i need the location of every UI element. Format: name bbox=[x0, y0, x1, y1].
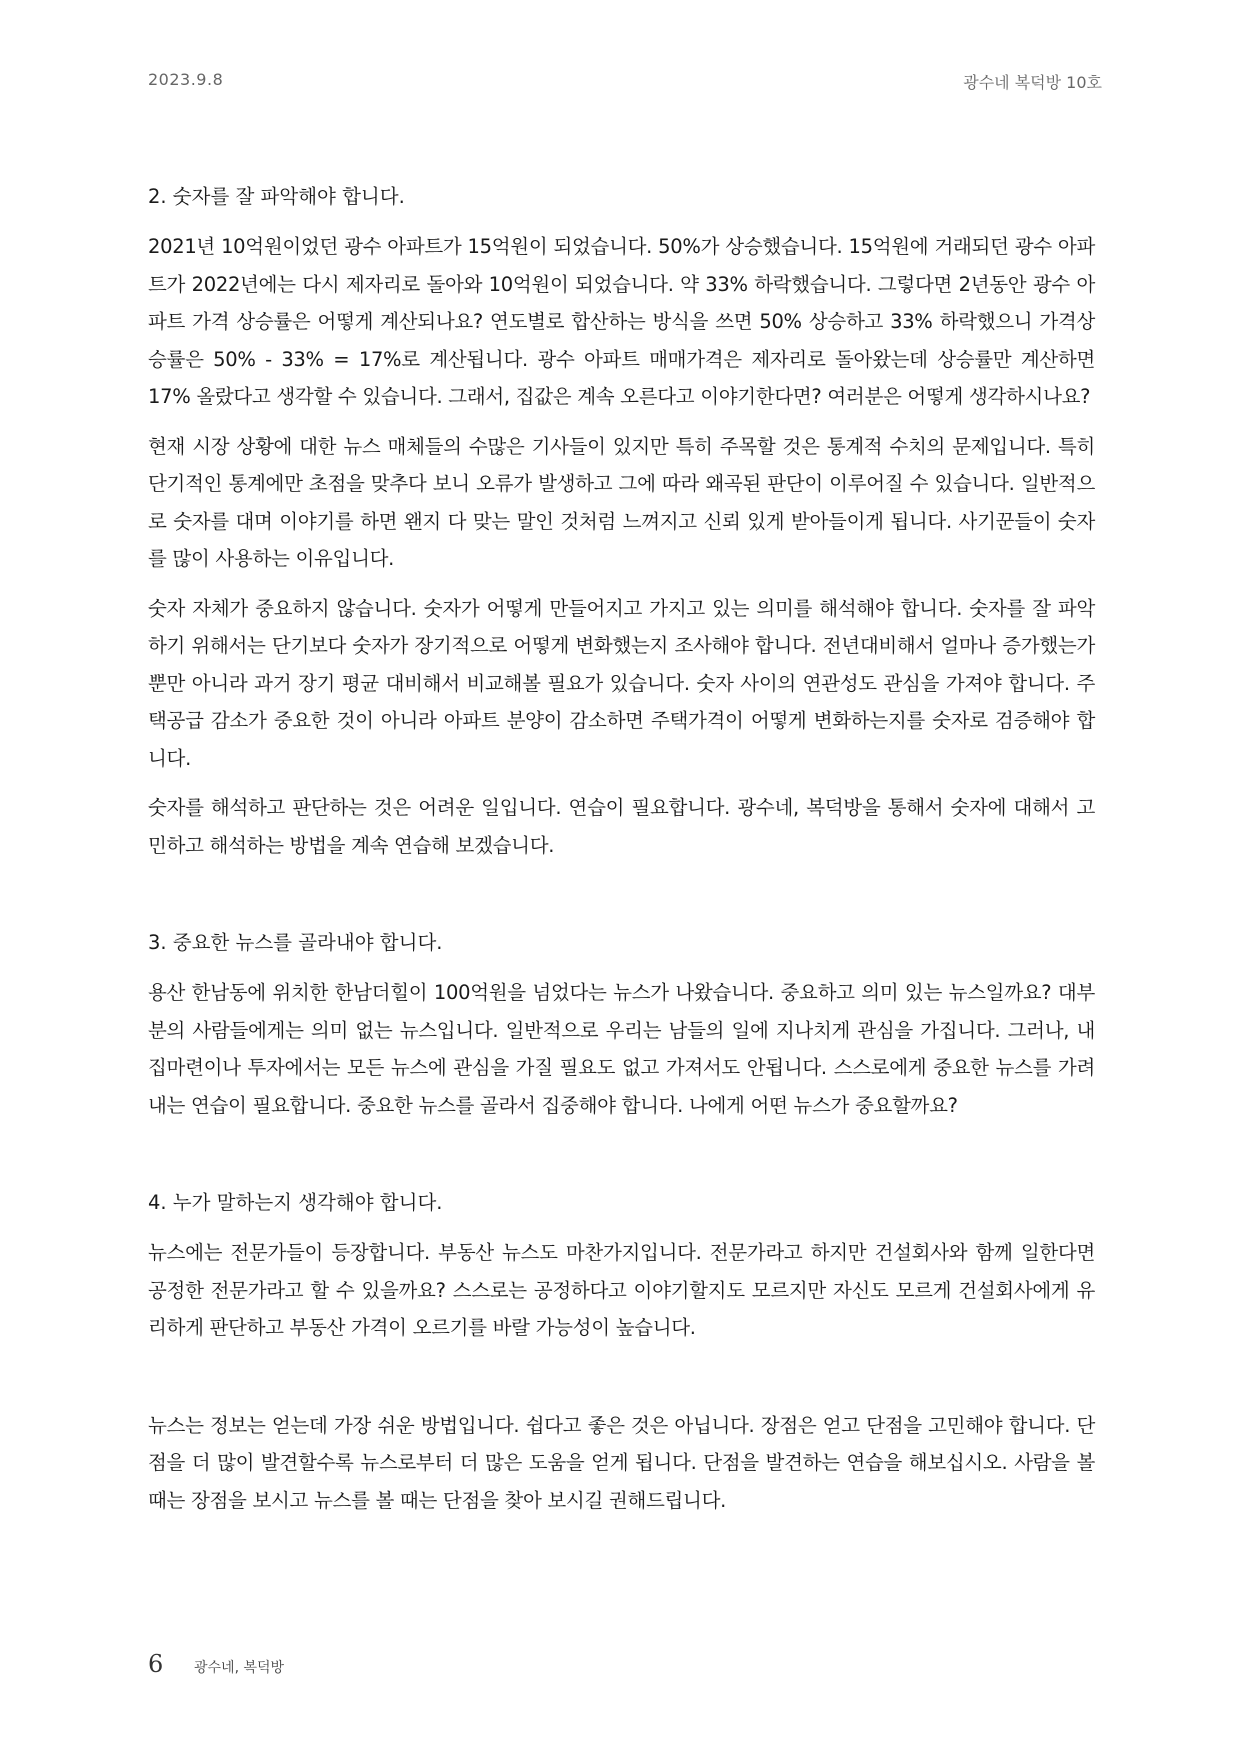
section-spacer bbox=[148, 1359, 1095, 1407]
paragraph: 2021년 10억원이었던 광수 아파트가 15억원이 되었습니다. 50%가 상승했습니다. 15억원에 거래되던 광수 아파트가 2022년에는 다시 제자리로 돌아와 10억원이 되었습니다. 약 33% 하락했습니다. 그렇다면 2년동안 광수 아파트 가격 상승률은 어떻게 계산되나요? 연도별로 합산하는 방식을 쓰면 50% 상승하고 33% 하락했으니 가격상승률은 50% - 33% = 17%로 계산됩니다. 광수 아파트 매매가격은 제자리로 돌아왔는데 상승률만 계산하면 17% 올랐다고 생각할 수 있습니다. 그래서, 집값은 계속 오른다고 이야기한다면? 여러분은 어떻게 생각하시나요? bbox=[148, 235, 1095, 408]
section-spacer bbox=[148, 1136, 1095, 1184]
footer-title: 광수네, 복덕방 bbox=[194, 1660, 285, 1676]
article-body bbox=[148, 178, 1095, 1531]
paragraph: 숫자 자체가 중요하지 않습니다. 숫자가 어떻게 만들어지고 가지고 있는 의미를 해석해야 합니다. 숫자를 잘 파악하기 위해서는 단기보다 숫자가 장기적으로 어떻게 변화했는지 조사해야 합니다. 전년대비해서 얼마나 증가했는가 뿐만 아니라 과거 장기 평균 대비해서 비교해볼 필요가 있습니다. 숫자 사이의 연관성도 관심을 가져야 합니다. 주택공급 감소가 중요한 것이 아니라 아파트 분양이 감소하면 주택가격이 어떻게 변화하는지를 숫자로 검증해야 합니다. bbox=[148, 596, 1095, 770]
paragraph: 뉴스에는 전문가들이 등장합니다. 부동산 뉴스도 마찬가지입니다. 전문가라고 하지만 건설회사와 함께 일한다면 공정한 전문가라고 할 수 있을까요? 스스로는 공정하다고 이야기할지도 모르지만 자신도 모르게 건설회사에게 유리하게 판단하고 부동산 가격이 오르기를 바랄 가능성이 높습니다. bbox=[148, 1241, 1095, 1339]
section-heading-3: 3. 중요한 뉴스를 골라내야 합니다. bbox=[148, 931, 443, 954]
closing-paragraph: 뉴스는 정보는 얻는데 가장 쉬운 방법입니다. 쉽다고 좋은 것은 아닙니다. 장점은 얻고 단점을 고민해야 합니다. 단점을 더 많이 발견할수록 뉴스로부터 더 많은 도움을 얻게 됩니다. 단점을 발견하는 연습을 해보십시오. 사람을 볼 때는 장점을 보시고 뉴스를 볼 때는 단점을 찾아 보시길 권해드립니다. bbox=[148, 1413, 1095, 1512]
page-number: 6 bbox=[148, 1650, 164, 1678]
section-heading-2: 2. 숫자를 잘 파악해야 합니다. bbox=[148, 185, 405, 208]
header-title: 광수네 복덕방 10호 bbox=[963, 73, 1102, 92]
section-heading-4: 4. 누가 말하는지 생각해야 합니다. bbox=[148, 1191, 443, 1214]
header-date: 2023.9.8 bbox=[148, 70, 224, 89]
paragraph: 용산 한남동에 위치한 한남더힐이 100억원을 넘었다는 뉴스가 나왔습니다. 중요하고 의미 있는 뉴스일까요? 대부분의 사람들에게는 의미 없는 뉴스입니다. 일반적으로 우리는 남들의 일에 지나치게 관심을 가집니다. 그러나, 내 집마련이나 투자에서는 모든 뉴스에 관심을 가질 필요도 없고 가져서도 안됩니다. 스스로에게 중요한 뉴스를 가려내는 연습이 필요합니다. 중요한 뉴스를 골라서 집중해야 합니다. 나에게 어떤 뉴스가 중요할까요? bbox=[148, 981, 1095, 1117]
paragraph: 숫자를 해석하고 판단하는 것은 어려운 일입니다. 연습이 필요합니다. 광수네, 복덕방을 통해서 숫자에 대해서 고민하고 해석하는 방법을 계속 연습해 보겠습니다. bbox=[148, 796, 1095, 857]
section-spacer bbox=[148, 876, 1095, 924]
paragraph: 현재 시장 상황에 대한 뉴스 매체들의 수많은 기사들이 있지만 특히 주목할 것은 통계적 수치의 문제입니다. 특히 단기적인 통계에만 초점을 맞추다 보니 오류가 발생하고 그에 따라 왜곡된 판단이 이루어질 수 있습니다. 일반적으로 숫자를 대며 이야기를 하면 왠지 다 맞는 말인 것처럼 느껴지고 신뢰 있게 받아들이게 됩니다. 사기꾼들이 숫자를 많이 사용하는 이유입니다. bbox=[148, 434, 1095, 570]
